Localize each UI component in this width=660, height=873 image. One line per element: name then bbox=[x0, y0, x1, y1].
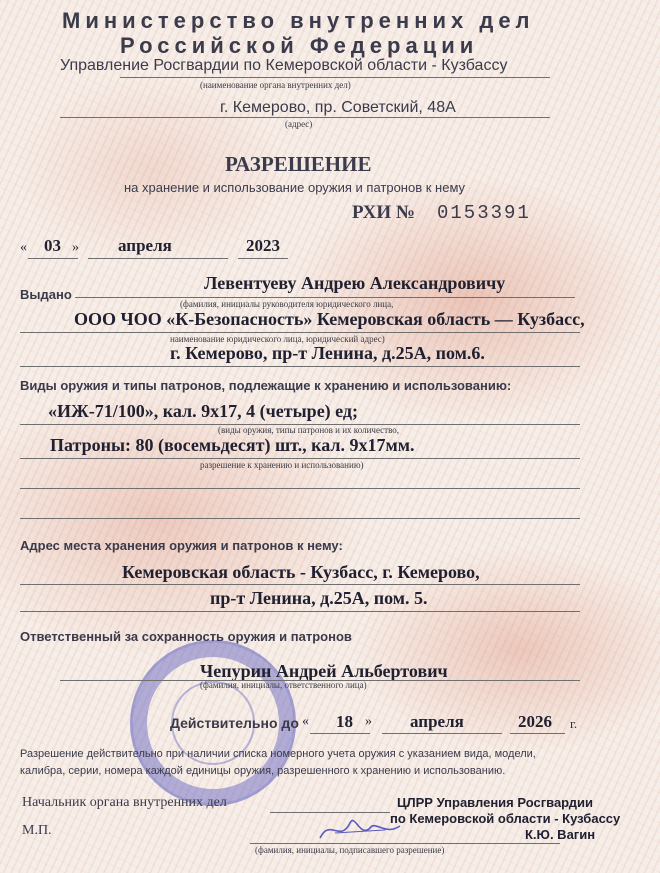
issue-date-open-quote: « bbox=[20, 240, 27, 255]
issued-to-label: Выдано bbox=[20, 287, 72, 302]
valid-until-day: 18 bbox=[336, 712, 353, 731]
responsible-label: Ответственный за сохранность оружия и патронов bbox=[20, 629, 352, 644]
ammo-underline bbox=[20, 458, 580, 459]
weapon-caption: (виды оружия, типы патронов и их количество, bbox=[218, 425, 400, 435]
handwritten-signature bbox=[315, 808, 405, 848]
blank-line-1 bbox=[20, 488, 580, 489]
valid-until-label: Действительно до bbox=[170, 715, 299, 731]
signatory-label: Начальник органа внутренних дел bbox=[22, 795, 227, 810]
department-name: Управление Росгвардии по Кемеровской области - Кузбассу bbox=[60, 57, 508, 74]
storage-address-line2: пр-т Ленина, д.25А, пом. 5. bbox=[210, 588, 428, 608]
storage-address-line1: Кемеровская область - Кузбасс, г. Кемерово, bbox=[122, 562, 480, 582]
issued-person-caption: (фамилия, инициалы руководителя юридического лица, bbox=[180, 299, 394, 309]
authority-address: г. Кемерово, пр. Советский, 48А bbox=[220, 99, 456, 116]
ammo-description: Патроны: 80 (восемьдесят) шт., кал. 9х17мм. bbox=[50, 435, 415, 455]
issue-month-underline bbox=[88, 258, 228, 259]
signatory-caption: (фамилия, инициалы, подписавшего разрешение) bbox=[255, 845, 445, 855]
responsible-caption: (фамилия, инициалы, ответственного лица) bbox=[200, 680, 367, 690]
weapons-label: Виды оружия и типы патронов, подлежащие к хранению и использованию: bbox=[20, 378, 512, 393]
valid-day-underline bbox=[310, 733, 370, 734]
department-underline bbox=[120, 77, 550, 78]
valid-year-underline bbox=[510, 733, 565, 734]
document-title: РАЗРЕШЕНИЕ bbox=[225, 152, 372, 176]
issue-date-year: 2023 bbox=[246, 236, 280, 255]
storage-underline-1 bbox=[20, 584, 580, 585]
issued-org-caption: наименование юридического лица, юридический адрес) bbox=[170, 334, 385, 344]
storage-label: Адрес места хранения оружия и патронов к нему: bbox=[20, 538, 343, 553]
issue-year-underline bbox=[238, 258, 288, 259]
issued-org: ООО ЧОО «К-Безопасность» Кемеровская область — Кузбасс, bbox=[74, 309, 585, 329]
signatory-org-line2: по Кемеровской области - Кузбассу bbox=[390, 811, 621, 826]
issue-date-day: 03 bbox=[44, 236, 61, 255]
issue-date-close-quote: » bbox=[72, 240, 79, 255]
address-caption: (адрес) bbox=[285, 119, 313, 129]
valid-month-underline bbox=[382, 733, 502, 734]
weapon-description: «ИЖ-71/100», кал. 9х17, 4 (четыре) ед; bbox=[48, 401, 359, 421]
signature-underline bbox=[250, 843, 560, 844]
ammo-caption: разрешение к хранению и использованию) bbox=[200, 460, 364, 470]
signatory-org-line1: ЦЛРР Управления Росгвардии bbox=[397, 795, 594, 810]
issue-day-underline bbox=[28, 258, 78, 259]
valid-until-close-quote: » bbox=[365, 714, 372, 729]
valid-until-year: 2026 bbox=[518, 712, 552, 731]
address-underline bbox=[60, 117, 550, 118]
validity-note-line2: калибра, серии, номера каждой единицы оружия, разрешенного к хранению и использованию. bbox=[20, 765, 506, 777]
department-caption: (наименование органа внутренних дел) bbox=[200, 80, 351, 90]
storage-underline-2 bbox=[20, 611, 580, 612]
ministry-title: Министерство внутренних дел bbox=[62, 8, 535, 33]
blank-line-2 bbox=[20, 518, 580, 519]
valid-until-month: апреля bbox=[410, 712, 464, 731]
document-subtitle: на хранение и использование оружия и патронов к нему bbox=[124, 180, 466, 195]
issued-org-underline bbox=[20, 332, 580, 333]
issued-org-address: г. Кемерово, пр-т Ленина, д.25А, пом.6. bbox=[170, 343, 485, 363]
permit-series: РХИ № bbox=[352, 202, 415, 223]
country-title: Российской Федерации bbox=[120, 33, 479, 58]
issue-date-month: апреля bbox=[118, 236, 172, 255]
issued-person-underline bbox=[75, 297, 575, 298]
mp-label: М.П. bbox=[22, 823, 52, 838]
signatory-name: К.Ю. Вагин bbox=[525, 827, 596, 842]
valid-until-open-quote: « bbox=[302, 714, 309, 729]
valid-until-year-suffix: г. bbox=[570, 716, 578, 731]
permit-number: 0153391 bbox=[437, 202, 531, 224]
responsible-person: Чепурин Андрей Альбертович bbox=[200, 661, 448, 681]
validity-note-line1: Разрешение действительно при наличии списка номерного учета оружия с указанием вида, модели, bbox=[20, 748, 536, 760]
issued-address-underline bbox=[20, 366, 580, 367]
issued-to-person: Левентуеву Андрею Александровичу bbox=[204, 273, 506, 293]
